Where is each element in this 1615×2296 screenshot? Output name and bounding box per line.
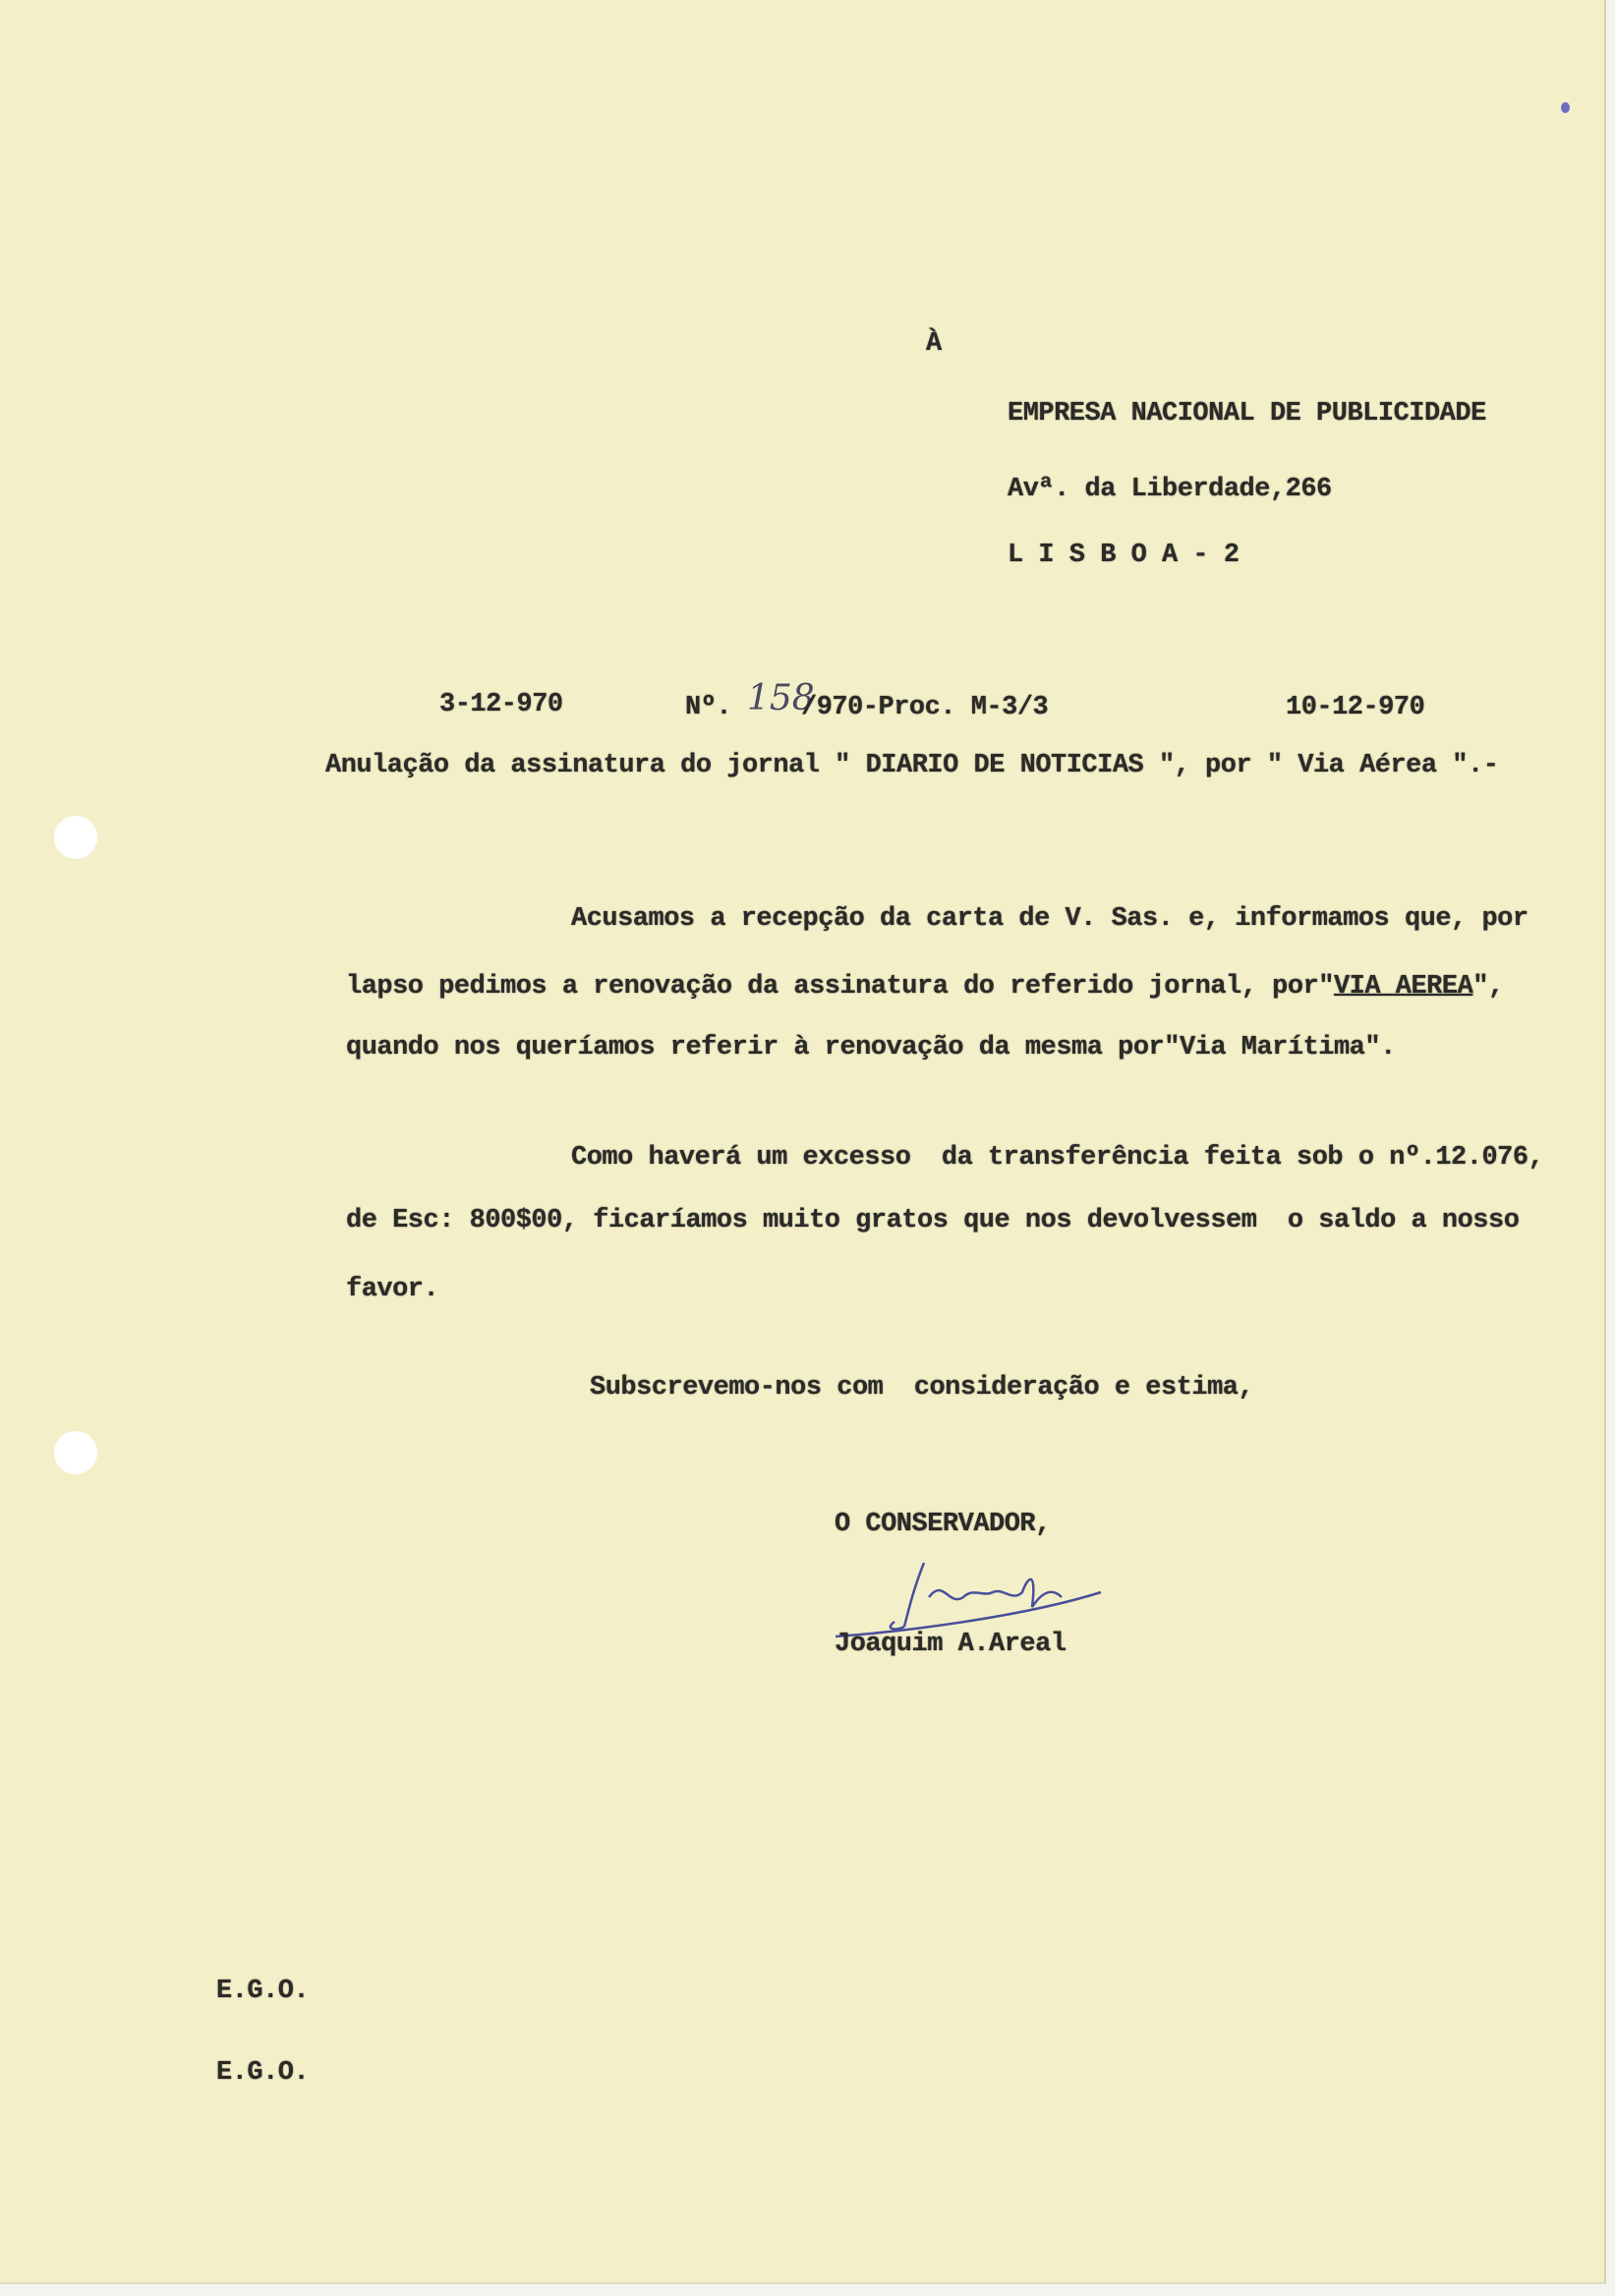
paragraph-2-line-3: favor. — [346, 1275, 439, 1304]
reference-number-handwritten: 158 — [747, 678, 815, 718]
text: ", — [1472, 972, 1504, 1002]
recipient-address: Avª. da Liberdade,266 — [1008, 475, 1332, 504]
paragraph-1-line-2 — [346, 972, 1504, 1002]
paragraph-1-line-1: Acusamos a recepção da carta de V. Sas. e, informamos que, por — [571, 904, 1528, 934]
paragraph-2-line-2: de Esc: 800$00, ficaríamos muito gratos que nos devolvessem o saldo a nosso — [346, 1206, 1520, 1235]
underlined-text: VIA AEREA — [1333, 972, 1473, 1002]
our-date: 10-12-970 — [1286, 693, 1425, 722]
punch-hole — [54, 816, 97, 859]
ink-spot — [1561, 102, 1570, 113]
recipient-prefix: À — [926, 329, 942, 359]
recipient-name: EMPRESA NACIONAL DE PUBLICIDADE — [1008, 399, 1486, 429]
paragraph-2-line-1: Como haverá um excesso da transferência feita sob o nº.12.076, — [571, 1143, 1544, 1173]
signatory-title: O CONSERVADOR, — [835, 1510, 1051, 1539]
punch-hole — [54, 1431, 97, 1474]
reference-number-suffix: /970-Proc. M-3/3 — [801, 693, 1049, 722]
text: lapso pedimos a renovação da assinatura do referido jornal, por" — [346, 972, 1334, 1002]
subject-line: Anulação da assinatura do jornal " DIARIO DE NOTICIAS ", por " Via Aérea ".- — [325, 751, 1499, 780]
paragraph-1-line-3: quando nos queríamos referir à renovação da mesma por"Via Marítima". — [346, 1033, 1396, 1062]
signatory-name: Joaquim A.Areal — [835, 1630, 1067, 1659]
reference-number-prefix: Nº. — [685, 693, 732, 722]
their-date: 3-12-970 — [439, 690, 563, 719]
footer-initials-1: E.G.O. — [216, 1977, 310, 2006]
recipient-city: L I S B O A - 2 — [1008, 541, 1240, 570]
footer-initials-2: E.G.O. — [216, 2058, 310, 2088]
closing-line: Subscrevemo-nos com consideração e estima, — [590, 1373, 1254, 1403]
